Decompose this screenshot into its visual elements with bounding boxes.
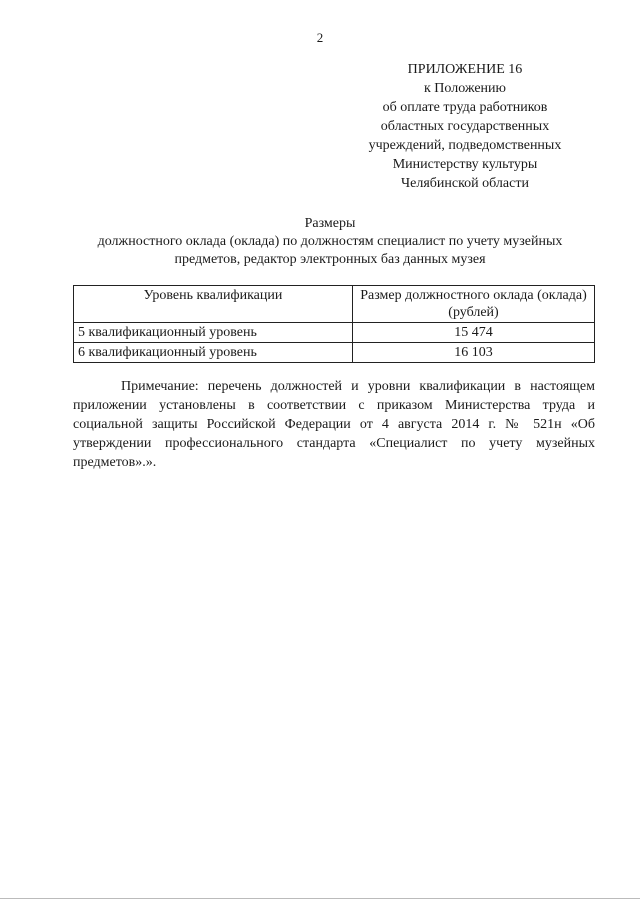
document-title [60, 215, 600, 269]
table-row [74, 323, 595, 343]
table-row [74, 343, 595, 363]
note-paragraph: Примечание: перечень должностей и уровни квалификации в настоящем приложении установлены в соответствии с приказом Министерства труда и социальной защиты Российской Федерации от 4 августа 2014 г. № 521н «Об утверждении профессионального стандарта «Специалист по учету музейных предметов».». [73, 379, 595, 470]
column-header-salary: Размер должностного оклада (оклада) (рублей) [353, 286, 595, 323]
appendix-line: Министерству культуры [392, 157, 538, 172]
title-line: предметов, редактор электронных баз данных музея [174, 252, 486, 267]
column-header-level: Уровень квалификации [74, 286, 353, 323]
appendix-line: к Положению [423, 81, 506, 96]
title-line: должностного оклада (оклада) по должностям специалист по учету музейных [97, 234, 563, 249]
appendix-line: учреждений, подведомственных [368, 138, 562, 153]
qualification-level-cell: 6 квалификационный уровень [74, 343, 353, 363]
salary-amount-cell: 16 103 [353, 343, 595, 363]
appendix-header [355, 60, 575, 193]
table-header-row [74, 286, 595, 323]
appendix-line: Челябинской области [401, 176, 529, 191]
salary-amount-cell: 15 474 [353, 323, 595, 343]
page-number: 2 [316, 30, 324, 45]
appendix-line: ПРИЛОЖЕНИЕ 16 [407, 62, 523, 77]
qualification-level-cell: 5 квалификационный уровень [74, 323, 353, 343]
appendix-line: об оплате труда работников [382, 100, 548, 115]
scan-edge-divider [0, 898, 640, 899]
appendix-line: областных государственных [380, 119, 550, 134]
salary-table [73, 285, 595, 363]
title-line: Размеры [304, 216, 356, 231]
